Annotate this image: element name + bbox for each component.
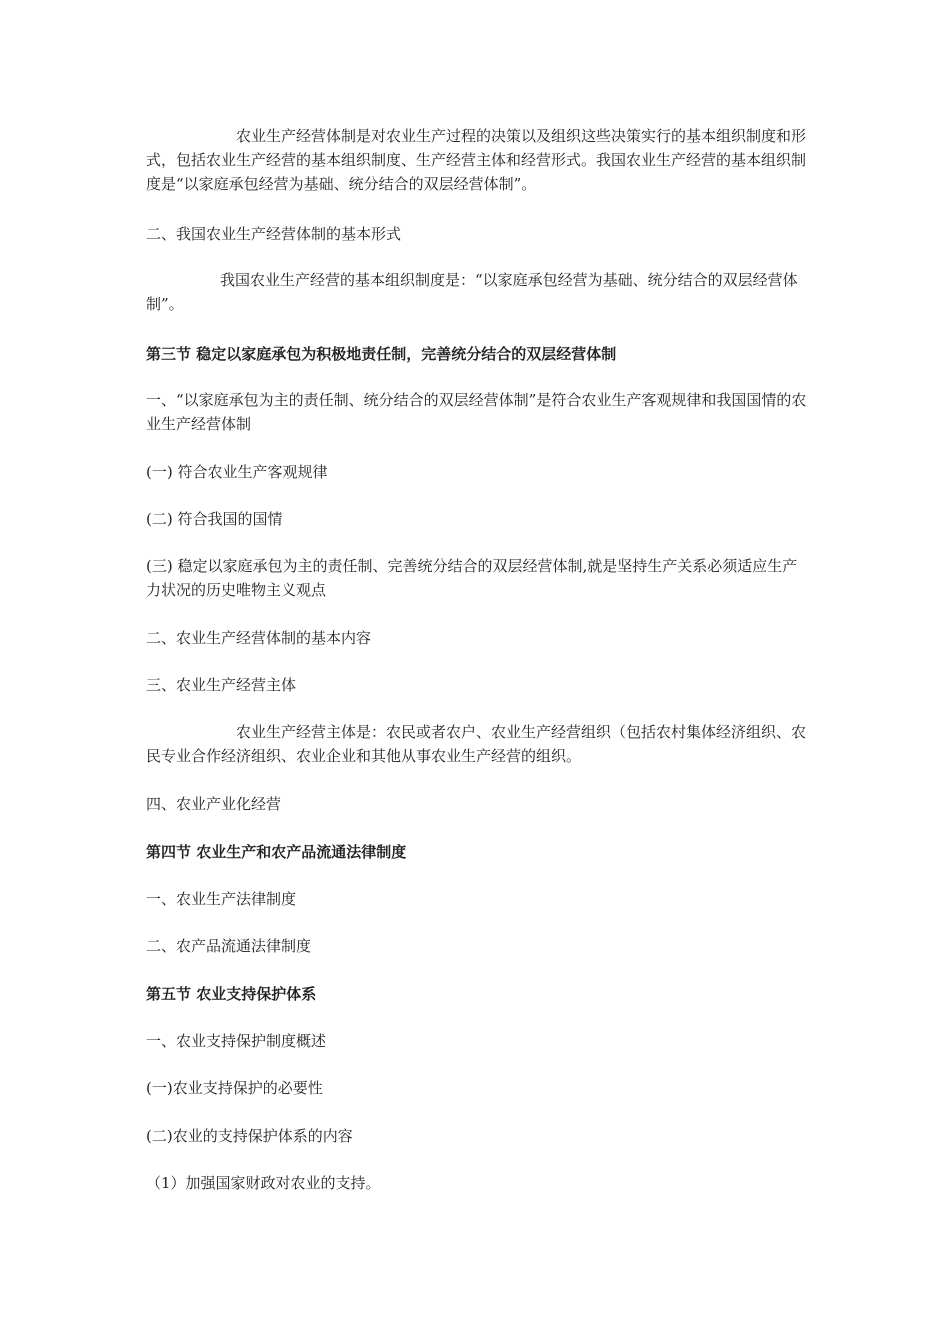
subsection-necessity: (一)农业支持保护的必要性 — [146, 1079, 323, 1097]
basic-system-paragraph: 我国农业生产经营的基本组织制度是：“以家庭承包经营为基础、统分结合的双层经营体制”。 — [146, 271, 798, 313]
subsection-item-3: (三) 稳定以家庭承包为主的责任制、完善统分结合的双层经营体制,就是坚持生产关系必须适应生产力状况的历史唯物主义观点 — [146, 557, 798, 599]
chapter-heading-section-3: 第三节 稳定以家庭承包为积极地责任制，完善统分结合的双层经营体制 — [146, 345, 617, 363]
subsection-item-1: (一) 符合农业生产客观规律 — [146, 463, 328, 481]
section-heading-1-responsibility: 一、“以家庭承包为主的责任制、统分结合的双层经营体制”是符合农业生产客观规律和我国国情的农业生产经营体制 — [146, 391, 807, 433]
section-heading-industrialization: 四、农业产业化经营 — [146, 795, 282, 813]
subsection-item-2: (二) 符合我国的国情 — [146, 510, 283, 528]
section-heading-production-law: 一、农业生产法律制度 — [146, 890, 297, 908]
chapter-heading-section-4: 第四节 农业生产和农产品流通法律制度 — [146, 843, 407, 861]
section-heading-circulation-law: 二、农产品流通法律制度 — [146, 937, 312, 955]
section-heading-support-overview: 一、农业支持保护制度概述 — [146, 1032, 327, 1050]
chapter-heading-section-5: 第五节 农业支持保护体系 — [146, 985, 317, 1003]
subject-paragraph: 农业生产经营主体是：农民或者农户、农业生产经营组织（包括农村集体经济组织、农民专业合作经济组织、农业企业和其他从事农业生产经营的组织。 — [146, 723, 807, 765]
section-heading-basic-content: 二、农业生产经营体制的基本内容 — [146, 629, 372, 647]
list-item-finance-support: （1）加强国家财政对农业的支持。 — [146, 1174, 381, 1192]
intro-paragraph: 农业生产经营体制是对农业生产过程的决策以及组织这些决策实行的基本组织制度和形式，包括农业生产经营的基本组织制度、生产经营主体和经营形式。我国农业生产经营的基本组织制度是“以家庭承包经营为基础、统分结合的双层经营体制”。 — [146, 127, 807, 193]
section-heading-subject: 三、农业生产经营主体 — [146, 676, 297, 694]
section-heading-2: 二、我国农业生产经营体制的基本形式 — [146, 225, 402, 243]
subsection-content: (二)农业的支持保护体系的内容 — [146, 1127, 353, 1145]
